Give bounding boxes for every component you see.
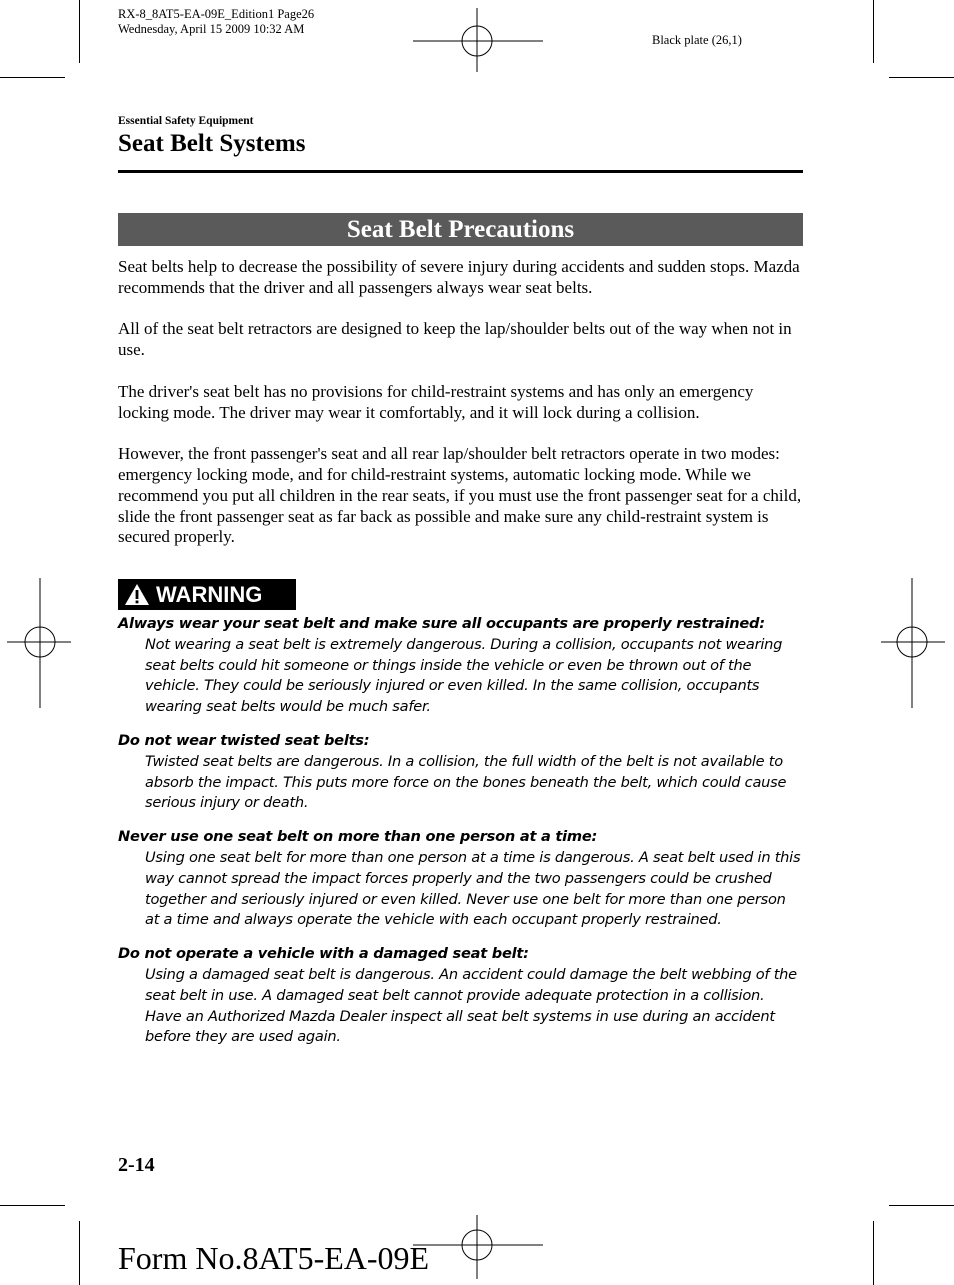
form-number: Form No.8AT5-EA-09E bbox=[118, 1240, 430, 1276]
warning-item-body: Not wearing a seat belt is extremely dangerous. During a collision, occupants not wearing seat belts could hit someone or things inside the vehicle or even be thrown out of the vehicle. They could be seriously injured or even killed. In the same collision, occupants wearing seat belts would be much safer. bbox=[145, 635, 783, 716]
title-divider bbox=[118, 170, 803, 173]
paragraph: All of the seat belt retractors are designed to keep the lap/shoulder belts out of the way when not in use. bbox=[118, 319, 792, 360]
warning-item-heading: Never use one seat belt on more than one person at a time: bbox=[118, 828, 598, 846]
crop-mark bbox=[873, 1221, 874, 1285]
warning-list bbox=[118, 614, 803, 1061]
warning-label-text: WARNING bbox=[156, 581, 263, 607]
warning-item-body: Twisted seat belts are dangerous. In a collision, the full width of the belt is not available to absorb the impact. This puts more force on the bones beneath the belt, which could cause serious injury or death. bbox=[145, 752, 787, 812]
registration-mark-bottom bbox=[413, 1215, 543, 1279]
print-info-date: Wednesday, April 15 2009 10:32 AM bbox=[118, 22, 305, 36]
print-info-file: RX-8_8AT5-EA-09E_Edition1 Page26 bbox=[118, 7, 315, 21]
paragraph: The driver's seat belt has no provisions for child-restraint systems and has only an emergency locking mode. The driver may wear it comfortably, and it will lock during a collision. bbox=[118, 381, 754, 422]
paragraph: However, the front passenger's seat and all rear lap/shoulder belt retractors operate in two modes: emergency locking mode, and for child-restraint systems, automatic locking mode. While we recommend you put all children in the rear seats, if you must use the front passenger seat for a child, slide the front passenger seat as far back as possible and make sure any child-restraint system is secured properly. bbox=[118, 444, 802, 547]
warning-item-heading: Always wear your seat belt and make sure all occupants are properly restrained: bbox=[118, 615, 765, 632]
chapter-title: Seat Belt Systems bbox=[118, 130, 306, 157]
crop-mark bbox=[79, 0, 80, 63]
plate-label: Black plate (26,1) bbox=[652, 33, 742, 47]
warning-item bbox=[118, 614, 803, 718]
crop-mark bbox=[79, 1221, 80, 1285]
page-number: 2-14 bbox=[118, 1154, 155, 1176]
warning-item-heading: Do not operate a vehicle with a damaged seat belt: bbox=[118, 945, 529, 963]
warning-triangle-icon bbox=[124, 583, 150, 606]
section-label: Essential Safety Equipment bbox=[118, 115, 254, 127]
registration-mark-left bbox=[7, 578, 71, 708]
registration-mark-right bbox=[881, 578, 945, 708]
warning-item-heading: Do not wear twisted seat belts: bbox=[118, 731, 370, 749]
registration-mark-top bbox=[413, 8, 543, 72]
warning-item bbox=[118, 731, 803, 814]
warning-item bbox=[118, 944, 803, 1048]
crop-mark bbox=[873, 0, 874, 63]
crop-mark bbox=[889, 77, 954, 78]
warning-item-body: Using a damaged seat belt is dangerous. An accident could damage the belt webbing of the seat belt in use. A damaged seat belt cannot provide adequate protection in a collision. Have an Authorized Mazda Dealer inspect all seat belt systems in use during an accident before they are used again. bbox=[145, 965, 797, 1046]
crop-mark bbox=[889, 1205, 954, 1206]
warning-item-body: Using one seat belt for more than one person at a time is dangerous. A seat belt used in this way cannot spread the impact forces properly and the two passengers could be crushed together and seriously injured or even killed. Never use one belt for more than one person at a time and always operate the vehicle with each occupant properly restrained. bbox=[145, 848, 801, 929]
crop-mark bbox=[0, 1205, 65, 1206]
print-info bbox=[118, 7, 314, 37]
warning-label bbox=[118, 579, 296, 610]
section-heading: Seat Belt Precautions bbox=[118, 213, 803, 246]
body-text bbox=[118, 257, 803, 569]
crop-mark bbox=[0, 77, 65, 78]
paragraph: Seat belts help to decrease the possibility of severe injury during accidents and sudden stops. Mazda recommends that the driver and all passengers always wear seat belts. bbox=[118, 257, 800, 297]
warning-item bbox=[118, 827, 803, 931]
